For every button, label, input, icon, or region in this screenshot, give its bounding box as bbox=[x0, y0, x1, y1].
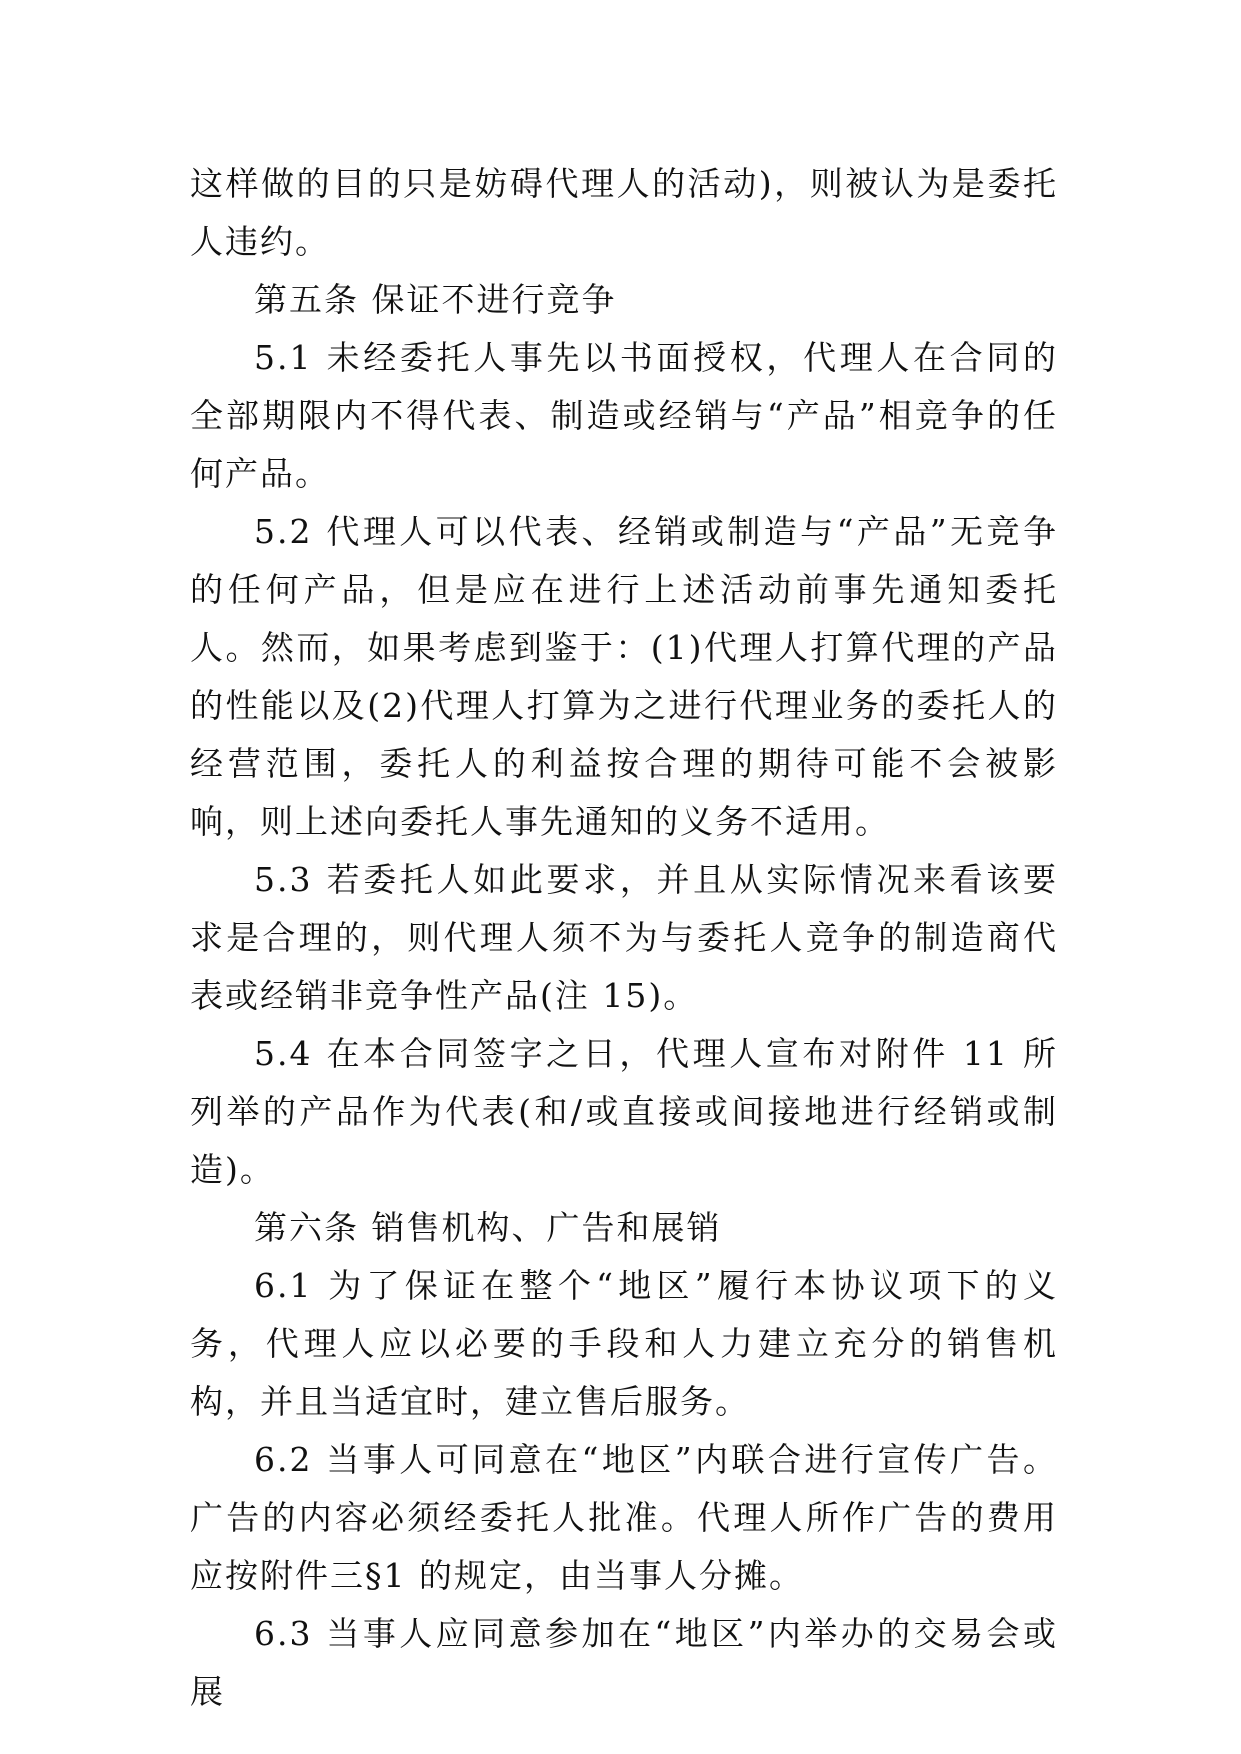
article-5-heading: 第五条 保证不进行竞争 bbox=[254, 280, 617, 319]
paragraph-continuation: 这样做的目的只是妨碍代理人的活动)，则被认为是委托人违约。 bbox=[190, 164, 1058, 261]
article-6-heading: 第六条 销售机构、广告和展销 bbox=[254, 1208, 722, 1247]
clause-5-3: 5.3 若委托人如此要求，并且从实际情况来看该要求是合理的，则代理人须不为与委托人竞争的制造商代表或经销非竞争性产品(注 15)。 bbox=[190, 860, 1058, 1015]
clause-6-1: 6.1 为了保证在整个“地区”履行本协议项下的义务，代理人应以必要的手段和人力建立充分的销售机构，并且当适宜时，建立售后服务。 bbox=[190, 1266, 1058, 1421]
clause-5-4: 5.4 在本合同签字之日，代理人宣布对附件 11 所列举的产品作为代表(和/或直接或间接地进行经销或制造)。 bbox=[190, 1034, 1058, 1189]
document-body bbox=[190, 155, 1058, 1721]
clause-6-2: 6.2 当事人可同意在“地区”内联合进行宣传广告。广告的内容必须经委托人批准。代理人所作广告的费用应按附件三§1 的规定，由当事人分摊。 bbox=[190, 1440, 1058, 1595]
clause-6-3: 6.3 当事人应同意参加在“地区”内举办的交易会或展 bbox=[190, 1614, 1058, 1711]
clause-5-2: 5.2 代理人可以代表、经销或制造与“产品”无竞争的任何产品，但是应在进行上述活动前事先通知委托人。然而，如果考虑到鉴于：(1)代理人打算代理的产品的性能以及(2)代理人打算为之进行代理业务的委托人的经营范围，委托人的利益按合理的期待可能不会被影响，则上述向委托人事先通知的义务不适用。 bbox=[190, 512, 1058, 841]
clause-5-1: 5.1 未经委托人事先以书面授权，代理人在合同的全部期限内不得代表、制造或经销与“产品”相竞争的任何产品。 bbox=[190, 338, 1058, 493]
